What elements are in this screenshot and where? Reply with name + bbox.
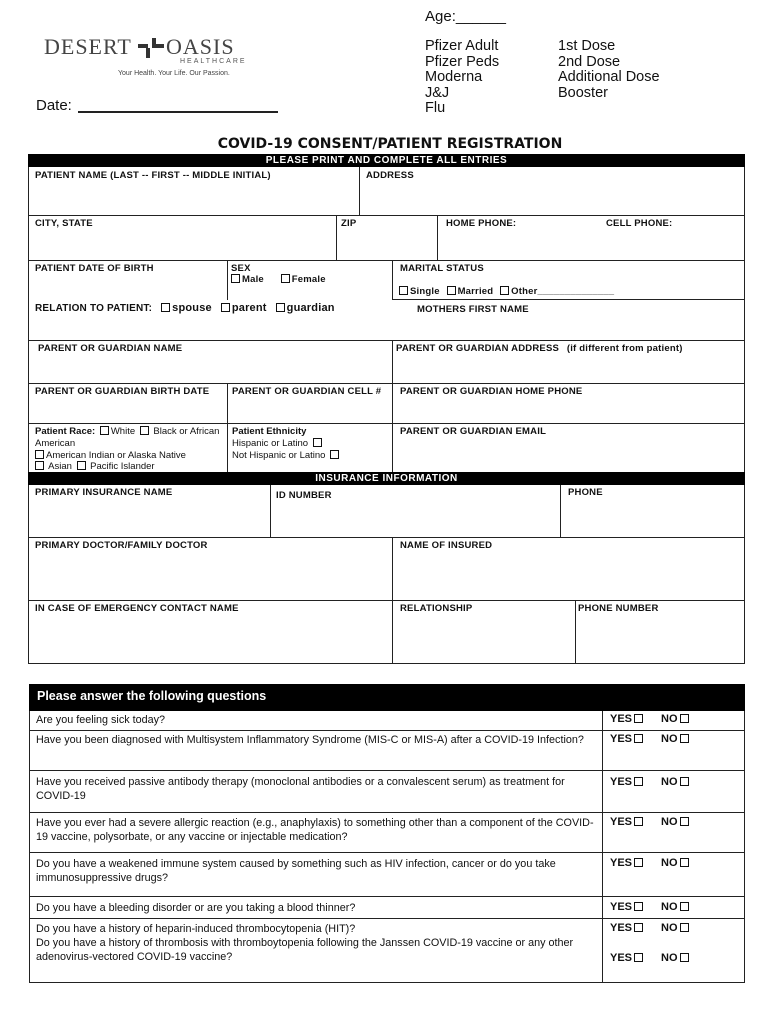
guardian-label: guardian <box>286 302 335 314</box>
guardian-email-field[interactable]: PARENT OR GUARDIAN EMAIL <box>400 426 547 437</box>
yes-checkbox[interactable] <box>634 858 643 867</box>
yes-label: YES <box>610 952 633 964</box>
dose-option[interactable]: 1st Dose <box>558 38 616 54</box>
cell-phone-field[interactable]: CELL PHONE: <box>606 218 673 229</box>
answer-row <box>610 733 691 745</box>
question-text: Do you have a history of thrombosis with thromboytopenia following the Janssen COVID-19 vaccine or any other adenovirus-vectored COVID-19 vaccine? <box>36 937 574 963</box>
race-asian-label: Asian <box>48 461 72 473</box>
guardian-dob-field[interactable]: PARENT OR GUARDIAN BIRTH DATE <box>35 386 210 397</box>
dose-list <box>558 39 660 101</box>
no-checkbox[interactable] <box>680 714 689 723</box>
answer-row <box>610 922 691 934</box>
age-field[interactable]: Age:______ <box>425 8 506 25</box>
no-label: NO <box>661 816 678 828</box>
no-checkbox[interactable] <box>680 734 689 743</box>
yes-label: YES <box>610 733 633 745</box>
ethnicity-block <box>232 426 341 461</box>
yes-checkbox[interactable] <box>634 777 643 786</box>
race-black-checkbox[interactable] <box>140 426 149 435</box>
female-label: Female <box>291 274 326 285</box>
question-text: Have you received passive antibody therapy (monoclonal antibodies or a convalescent serum) as treatment for COVID-19 <box>36 776 565 802</box>
marital-label: MARITAL STATUS <box>400 263 484 274</box>
dose-option[interactable]: Booster <box>558 84 608 101</box>
yes-label: YES <box>610 857 633 869</box>
married-label: Married <box>457 286 494 297</box>
race-black-label: Black or African <box>153 426 220 437</box>
guardian-cell-field[interactable]: PARENT OR GUARDIAN CELL # <box>232 386 382 397</box>
race-pacific-checkbox[interactable] <box>77 461 86 470</box>
question-text: Do you have a bleeding disorder or are you taking a blood thinner? <box>36 902 356 914</box>
answer-row <box>610 776 691 788</box>
question-text: Have you been diagnosed with Multisystem Inflammatory Syndrome (MIS-C or MIS-A) after a COVID-19 Infection? <box>36 734 584 746</box>
question-text: Do you have a weakened immune system caused by something such as HIV infection, cancer or do you take immunosuppressive drugs? <box>36 858 556 884</box>
guardian-address-note: (if different from patient) <box>566 343 683 354</box>
sex-label: SEX <box>231 263 251 274</box>
guardian-address-label: PARENT OR GUARDIAN ADDRESS <box>396 343 560 354</box>
insurance-banner: INSURANCE INFORMATION <box>28 472 745 485</box>
ethnicity-label: Patient Ethnicity <box>232 426 307 437</box>
sex-options <box>229 274 326 285</box>
marital-options <box>397 286 614 297</box>
other-label: Other______________ <box>511 286 615 297</box>
logo-word-oasis: OASIS <box>166 34 235 59</box>
no-label: NO <box>661 713 678 725</box>
guardian-address-field[interactable] <box>396 343 683 354</box>
race-white-checkbox[interactable] <box>100 426 109 435</box>
no-label: NO <box>661 776 678 788</box>
race-pacific-label: Pacific Islander <box>90 461 155 473</box>
mothers-first-name-field[interactable]: MOTHERS FIRST NAME <box>417 304 529 315</box>
yes-label: YES <box>610 901 633 913</box>
yes-label: YES <box>610 922 633 934</box>
yes-checkbox[interactable] <box>634 817 643 826</box>
other-checkbox[interactable] <box>500 286 509 295</box>
dob-field[interactable]: PATIENT DATE OF BIRTH <box>35 263 154 274</box>
question-text: Have you ever had a severe allergic reaction (e.g., anaphylaxis) to something other than a component of the COVID-19 vaccine, polysorbate, or any vaccine or injectable medication? <box>36 817 594 843</box>
no-label: NO <box>661 857 678 869</box>
race-white-label: White <box>110 426 136 437</box>
questions-header: Please answer the following questions <box>29 684 745 711</box>
parent-label: parent <box>231 302 267 314</box>
city-state-field[interactable]: CITY, STATE <box>35 218 93 229</box>
no-label: NO <box>661 901 678 913</box>
ethnicity-not-checkbox[interactable] <box>330 450 339 459</box>
emergency-contact-field[interactable]: IN CASE OF EMERGENCY CONTACT NAME <box>35 603 239 614</box>
relation-row <box>35 302 335 314</box>
female-checkbox[interactable] <box>281 274 290 283</box>
spouse-checkbox[interactable] <box>161 303 170 312</box>
zip-field[interactable]: ZIP <box>341 218 357 229</box>
vaccine-option[interactable]: Pfizer Peds <box>425 53 500 70</box>
ethnicity-not-label: Not Hispanic or Latino <box>232 449 326 461</box>
vaccine-option[interactable]: Moderna <box>425 69 483 85</box>
logo-mark-icon <box>136 34 166 60</box>
race-asian-checkbox[interactable] <box>35 461 44 470</box>
dose-option[interactable]: 2nd Dose <box>558 53 621 70</box>
ethnicity-hispanic-label: Hispanic or Latino <box>232 437 309 449</box>
emergency-phone-field[interactable]: PHONE NUMBER <box>578 603 659 614</box>
relation-label: RELATION TO PATIENT: <box>35 303 153 314</box>
answer-row <box>610 857 691 869</box>
yes-checkbox[interactable] <box>634 923 643 932</box>
ethnicity-hispanic-checkbox[interactable] <box>313 438 322 447</box>
relationship-field[interactable]: RELATIONSHIP <box>400 603 473 614</box>
date-label: Date: <box>36 97 72 114</box>
question-text: Are you feeling sick today? <box>36 714 166 726</box>
guardian-checkbox[interactable] <box>276 303 285 312</box>
no-label: NO <box>661 952 678 964</box>
male-checkbox[interactable] <box>231 274 240 283</box>
no-checkbox[interactable] <box>680 923 689 932</box>
insurance-phone-field[interactable]: PHONE <box>568 487 603 498</box>
no-checkbox[interactable] <box>680 953 689 962</box>
home-phone-field[interactable]: HOME PHONE: <box>446 218 517 229</box>
primary-doctor-field[interactable]: PRIMARY DOCTOR/FAMILY DOCTOR <box>35 540 208 551</box>
guardian-name-field[interactable]: PARENT OR GUARDIAN NAME <box>38 343 183 354</box>
patient-name-field[interactable]: PATIENT NAME (LAST -- FIRST -- MIDDLE INITIAL) <box>35 170 271 181</box>
vaccine-option[interactable]: J&J <box>425 84 450 101</box>
print-banner: PLEASE PRINT AND COMPLETE ALL ENTRIES <box>28 154 745 167</box>
yes-label: YES <box>610 816 633 828</box>
yes-label: YES <box>610 776 633 788</box>
no-label: NO <box>661 733 678 745</box>
race-native-label: American Indian or Alaska Native <box>46 449 186 461</box>
answer-row <box>610 816 691 828</box>
logo-healthcare: HEALTHCARE <box>180 58 247 65</box>
yes-checkbox[interactable] <box>634 902 643 911</box>
yes-checkbox[interactable] <box>634 734 643 743</box>
no-checkbox[interactable] <box>680 777 689 786</box>
no-checkbox[interactable] <box>680 817 689 826</box>
logo-word-desert: DESERT <box>44 34 132 59</box>
no-checkbox[interactable] <box>680 902 689 911</box>
answer-row <box>610 952 691 964</box>
question-text: Do you have a history of heparin-induced thrombocytopenia (HIT)? <box>36 923 356 935</box>
race-american-label: American <box>35 437 76 449</box>
answer-row <box>610 713 691 725</box>
yes-checkbox[interactable] <box>634 953 643 962</box>
race-label: Patient Race: <box>35 426 96 437</box>
married-checkbox[interactable] <box>447 286 456 295</box>
yes-label: YES <box>610 713 633 725</box>
race-block <box>35 426 219 473</box>
vaccine-option[interactable]: Pfizer Adult <box>425 38 499 54</box>
no-label: NO <box>661 922 678 934</box>
yes-checkbox[interactable] <box>634 714 643 723</box>
no-checkbox[interactable] <box>680 858 689 867</box>
parent-checkbox[interactable] <box>221 303 230 312</box>
dose-option[interactable]: Additional Dose <box>558 69 660 85</box>
vaccine-option[interactable]: Flu <box>425 100 446 116</box>
single-checkbox[interactable] <box>399 286 408 295</box>
logo <box>44 34 247 82</box>
guardian-home-phone-field[interactable]: PARENT OR GUARDIAN HOME PHONE <box>400 386 583 397</box>
form-title: COVID-19 CONSENT/PATIENT REGISTRATION <box>217 136 563 152</box>
id-number-field[interactable]: ID NUMBER <box>276 490 332 501</box>
name-of-insured-field[interactable]: NAME OF INSURED <box>400 540 493 551</box>
date-field[interactable] <box>78 111 278 113</box>
single-label: Single <box>410 286 440 297</box>
answer-row <box>610 901 691 913</box>
vaccine-list <box>425 39 499 117</box>
primary-insurance-field[interactable]: PRIMARY INSURANCE NAME <box>35 487 173 498</box>
logo-tagline: Your Health. Your Life. Our Passion. <box>118 70 230 77</box>
male-label: Male <box>242 274 264 285</box>
spouse-label: spouse <box>172 302 212 314</box>
race-native-checkbox[interactable] <box>35 450 44 459</box>
address-field[interactable]: ADDRESS <box>366 170 414 181</box>
